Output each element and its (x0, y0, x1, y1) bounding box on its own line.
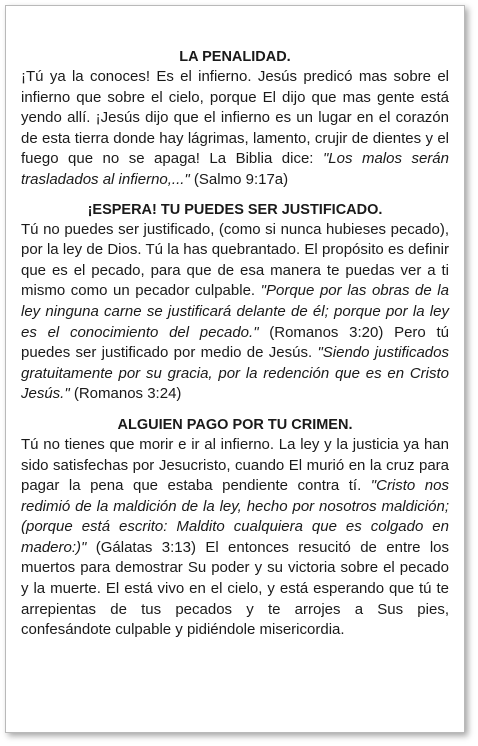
body-text: (Gálatas 3:13) El entonces resucitó de entre los muertos para demostrar Su poder y su victoria sobre el pecado y la muerte. El está vivo en el cielo, y está esperando que tú te arrepientas de tus pecados y te arrojes a Sus pies, confesándote culpable y pidiéndole misericordia. (21, 538, 449, 639)
body-text: (Romanos 3:24) (69, 385, 182, 403)
section-body (21, 67, 449, 191)
scripture-quote: "Siendo justificados gratuitamente por su gracia, por la redención que es en Cristo Jesús." (21, 344, 449, 403)
spacer (21, 191, 449, 200)
body-text: Tú no puedes ser justificado, (como si nunca hubieses pecado), por la ley de Dios. Tú la has quebrantado. El propósito es definir que es el pecado, para que de esa manera te puedas ver a ti mismo como un pecador culpable. (21, 220, 449, 300)
section-heading: LA PENALIDAD. (179, 49, 291, 65)
scripture-quote: "Cristo nos redimió de la maldición de la ley, hecho por nosotros maldición; (porque está escrito: Maldito cualquiera que es colgado en madero:)" (21, 477, 449, 556)
spacer (21, 405, 449, 415)
section-penalty (21, 47, 449, 191)
body-text: ¡Tú ya la conoces! Es el infierno. Jesús predicó mas sobre el infierno que sobre el cielo, porque El dijo que mas gente está yendo allí. ¡Jesús dijo que el infierno es un lugar en el corazón de esta tierra donde hay lágrimas, lamento, crujir de dientes y el fuego que no se apaga! La Biblia dice: (21, 68, 449, 168)
section-justified (21, 200, 449, 405)
body-text: (Salmo 9:17a) (189, 170, 289, 188)
body-text: Tú no tienes que morir e ir al infierno. La ley y la justicia ya han sido satisfechas por Jesucristo, cuando El murió en la cruz para pagar la pena que estaba pendiente contra tí. (21, 435, 449, 495)
scripture-quote: "Porque por las obras de la ley ninguna carne se justificará delante de él; porque por la ley es el conocimiento del pecado." (21, 282, 449, 341)
section-heading: ¡ESPERA! TU PUEDES SER JUSTIFICADO. (87, 201, 383, 218)
section-crime-paid (21, 415, 449, 641)
section-heading: ALGUIEN PAGO POR TU CRIMEN. (117, 416, 353, 433)
scripture-quote: "Los malos serán trasladados al infierno,..." (21, 150, 449, 188)
tract-card (5, 5, 465, 733)
body-text: (Romanos 3:20) Pero tú puedes ser justificado por medio de Jesús. (21, 323, 449, 362)
section-body (21, 435, 449, 641)
section-body (21, 220, 449, 405)
